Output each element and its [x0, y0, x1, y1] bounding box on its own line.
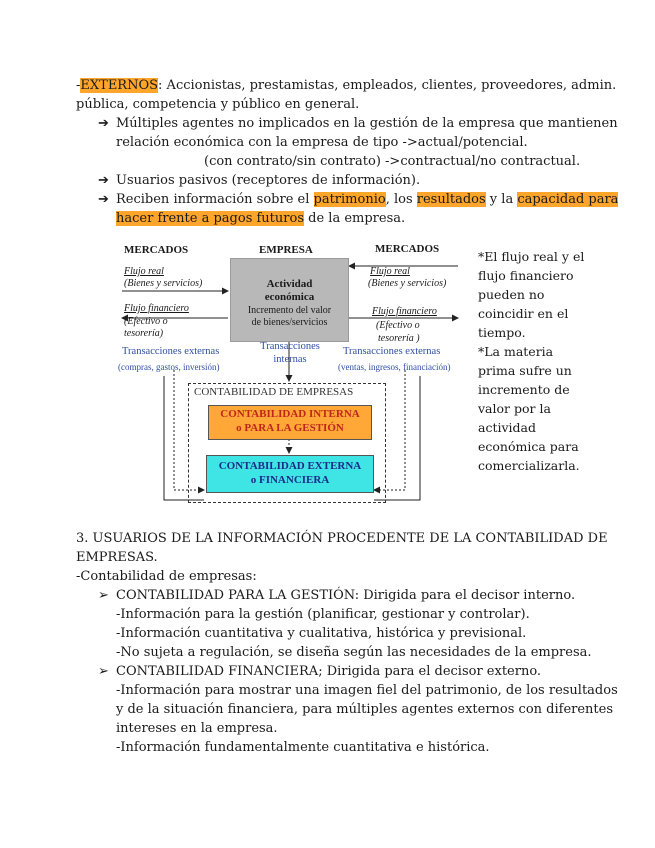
arrow-bullet-icon: ➔: [98, 173, 109, 188]
text: y la: [485, 192, 518, 207]
economica-text: económica: [264, 291, 315, 303]
text: de la empresa.: [304, 211, 406, 226]
bienes-servicios-text: de bienes/servicios: [251, 317, 328, 328]
side-note-line: valor por la: [478, 401, 551, 416]
contabilidad-empresas-label: CONTABILIDAD DE EMPRESAS: [194, 386, 354, 398]
transacciones-internas-1: Transacciones: [260, 341, 320, 352]
contabilidad-externa-2: o FINANCIERA: [250, 474, 330, 486]
contabilidad-externa-label: [206, 459, 374, 487]
tesoreria-right: tesorería ): [378, 333, 420, 344]
text: , los: [385, 192, 417, 207]
bienes-right: (Bienes y servicios): [368, 278, 447, 289]
gestion-item-3: -No sujeta a regulación, se diseña según las necesidades de la empresa.: [116, 645, 592, 660]
mercados-left-heading: MERCADOS: [124, 244, 189, 256]
transacciones-internas-2: internas: [273, 354, 307, 365]
flujo-financiero-right: Flujo financiero: [372, 306, 437, 317]
contabilidad-interna-1: CONTABILIDAD INTERNA: [220, 408, 360, 420]
triangle-bullet-icon: ➢: [98, 588, 109, 603]
gestion-item-2: -Información cuantitativa y cualitativa, histórica y previsional.: [116, 626, 527, 641]
externos-list: : Accionistas, prestamistas, empleados, clientes, proveedores, admin.: [158, 78, 617, 93]
bullet-1-line-3: (con contrato/sin contrato) ->contractual/no contractual.: [204, 154, 581, 169]
side-note-line: pueden no: [478, 287, 545, 302]
transacciones-externas-left: Transacciones externas: [122, 346, 220, 357]
arrow-bullet-icon: ➔: [98, 192, 109, 207]
financiera-item-1: -Información para mostrar una imagen fiel del patrimonio, de los resultados: [116, 683, 618, 698]
resultados-highlight: resultados: [416, 192, 486, 207]
flujo-financiero-left: Flujo financiero: [124, 303, 189, 314]
side-note-line: *La materia: [478, 344, 554, 359]
side-note-line: tiempo.: [478, 325, 526, 340]
financiera-item-2: y de la situación financiera, para múltiples agentes externos con diferentes: [116, 702, 614, 717]
efectivo-left: (Efectivo o: [124, 316, 168, 327]
section-3-title-1: 3. USUARIOS DE LA INFORMACIÓN PROCEDENTE DE LA CONTABILIDAD DE: [76, 531, 608, 546]
incremento-label: [230, 305, 349, 329]
externos-highlight: EXTERNOS: [80, 78, 159, 93]
transacciones-externas-right-sub: (ventas, ingresos, financiación): [338, 362, 451, 372]
bienes-left: (Bienes y servicios): [124, 278, 203, 289]
transacciones-internas: [250, 340, 330, 366]
capacidad-highlight: capacidad para: [517, 192, 619, 207]
bullet-1-line-1: Múltiples agentes no implicados en la gestión de la empresa que mantienen: [116, 116, 618, 131]
triangle-bullet-icon: ➢: [98, 664, 109, 679]
contabilidad-externa-1: CONTABILIDAD EXTERNA: [218, 460, 362, 472]
side-note-line: coincidir en el: [478, 306, 569, 321]
flujo-real-right: Flujo real: [370, 266, 410, 277]
bullet-2: Usuarios pasivos (receptores de información).: [116, 173, 421, 188]
side-note-line: económica para: [478, 439, 579, 454]
section-3-intro: -Contabilidad de empresas:: [76, 569, 257, 584]
side-note-line: comercializarla.: [478, 458, 580, 473]
gestion-heading: CONTABILIDAD PARA LA GESTIÓN: Dirigida para el decisor interno.: [116, 588, 576, 603]
contabilidad-interna-label: [208, 407, 372, 435]
actividad-text: Actividad: [266, 278, 313, 290]
arrow-bullet-icon: ➔: [98, 116, 109, 131]
side-note-line: flujo financiero: [478, 268, 574, 283]
bullet-1-line-2: relación económica con la empresa de tipo ->actual/potencial.: [116, 135, 528, 150]
patrimonio-highlight: patrimonio: [313, 192, 386, 207]
contabilidad-interna-2: o PARA LA GESTIÓN: [236, 422, 344, 434]
section-3-title-2: EMPRESAS.: [76, 550, 158, 565]
mercados-right-heading: MERCADOS: [375, 243, 440, 255]
empresa-heading: EMPRESA: [259, 244, 313, 256]
side-note-line: actividad: [478, 420, 536, 435]
transacciones-externas-left-sub: (compras, gastos, inversión): [118, 362, 220, 372]
incremento-text: Incremento del valor: [247, 305, 332, 316]
side-note-line: *El flujo real y el: [478, 249, 585, 264]
transacciones-externas-right: Transacciones externas: [343, 346, 441, 357]
dash: -: [76, 78, 81, 93]
text: Reciben información sobre el: [116, 192, 314, 207]
side-note-line: incremento de: [478, 382, 570, 397]
actividad-label: [230, 278, 349, 304]
efectivo-right: (Efectivo o: [376, 320, 420, 331]
flujo-real-left: Flujo real: [124, 266, 164, 277]
financiera-item-3: intereses en la empresa.: [116, 721, 278, 736]
pagos-highlight: hacer frente a pagos futuros: [116, 211, 304, 226]
side-note-line: prima sufre un: [478, 363, 572, 378]
financiera-heading: CONTABILIDAD FINANCIERA; Dirigida para el decisor externo.: [116, 664, 542, 679]
externos-line-2: pública, competencia y público en general.: [76, 97, 360, 112]
gestion-item-1: -Información para la gestión (planificar, gestionar y controlar).: [116, 607, 530, 622]
financiera-item-4: -Información fundamentalmente cuantitativa e histórica.: [116, 740, 490, 755]
tesoreria-left: tesorería): [124, 328, 164, 339]
